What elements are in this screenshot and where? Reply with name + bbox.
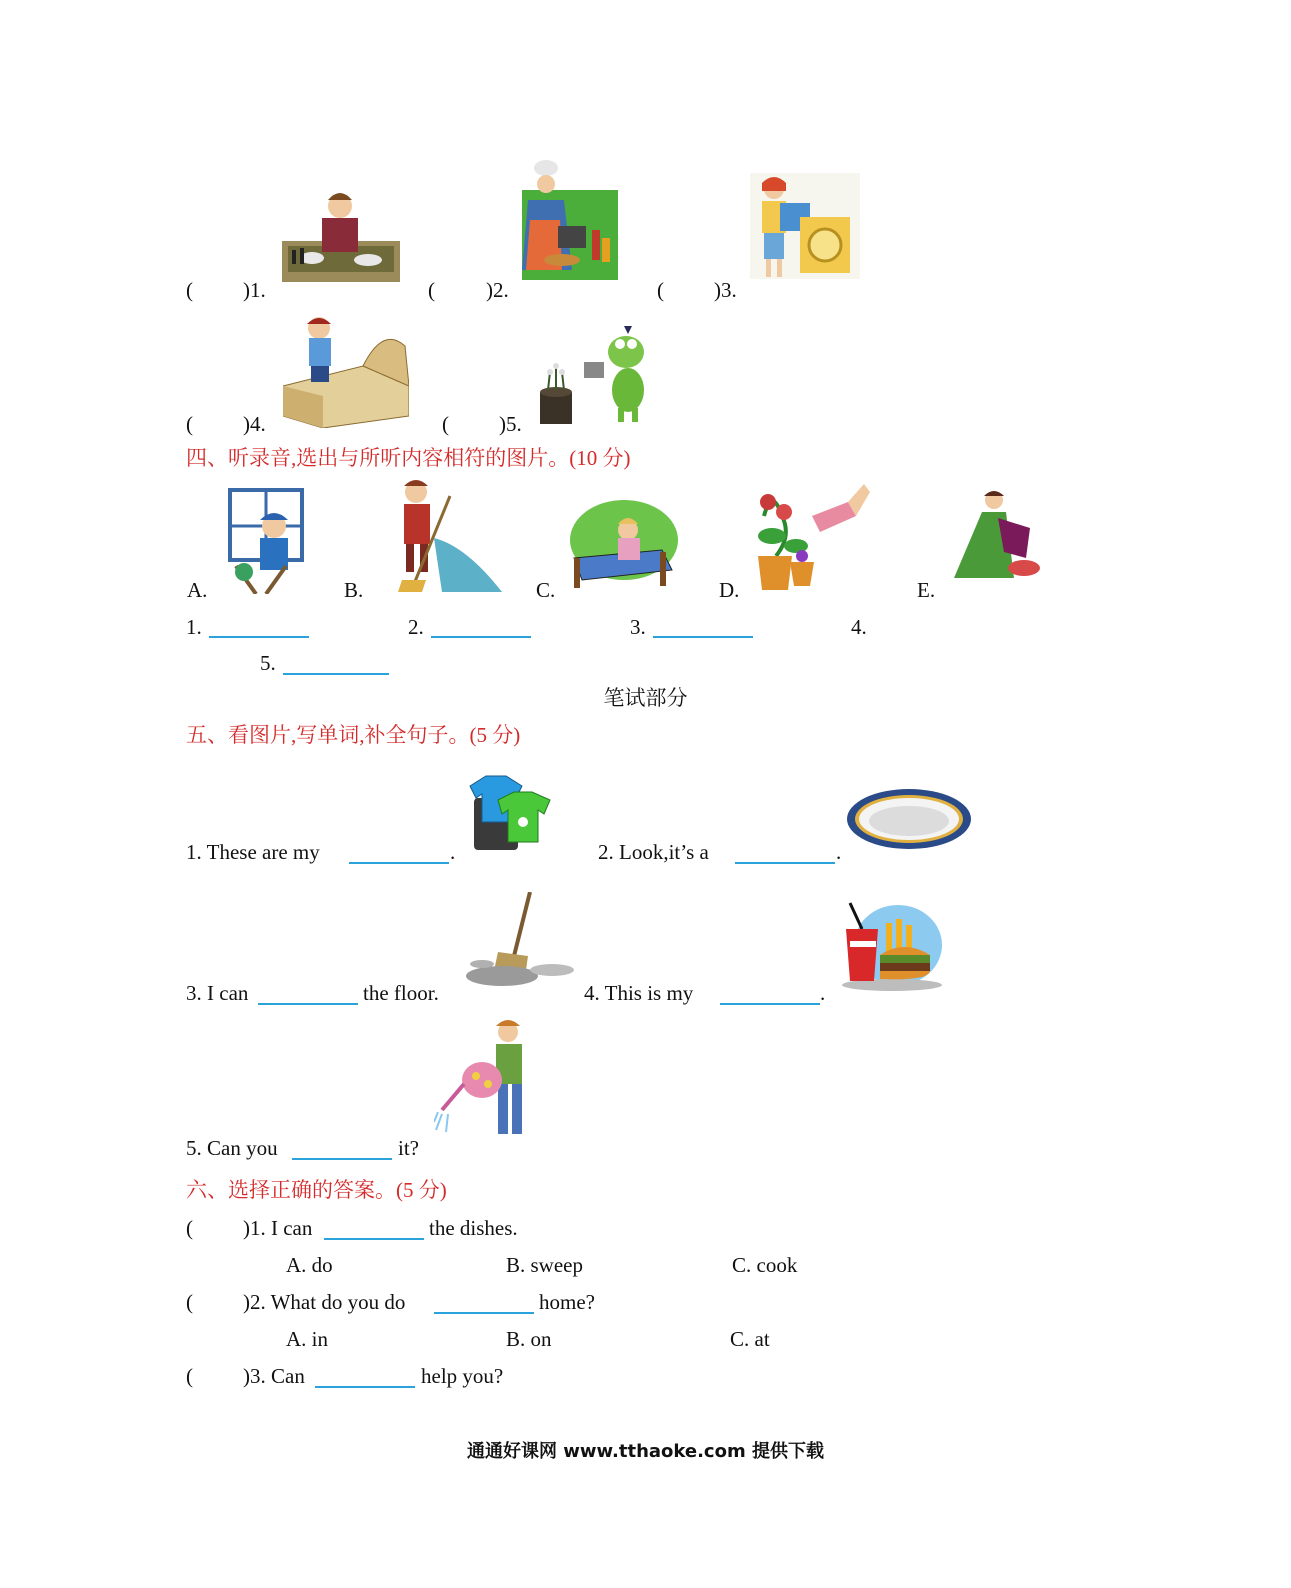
q3-4-label: )4. xyxy=(243,412,266,436)
answer-5-label: 5. xyxy=(260,651,276,675)
cleaning-window-picture xyxy=(226,486,306,594)
s6-q2-option-b[interactable]: B. on xyxy=(506,1327,552,1351)
q3-1-label: )1. xyxy=(243,278,266,302)
q3-5-paren: ( xyxy=(442,412,449,436)
answer-1-label: 1. xyxy=(186,615,202,639)
answer-3-blank[interactable] xyxy=(653,636,753,638)
option-a-label: A. xyxy=(187,578,208,602)
q3-3-paren: ( xyxy=(657,278,664,302)
answer-5-blank[interactable] xyxy=(283,673,389,675)
watering-plants-picture xyxy=(752,476,870,592)
s5-q1-end: . xyxy=(450,840,456,864)
s5-q4-end: . xyxy=(820,981,826,1005)
s5-q1-blank[interactable] xyxy=(349,862,449,864)
answer-3-label: 3. xyxy=(630,615,646,639)
answer-2-label: 2. xyxy=(408,615,424,639)
s6-q3-end: help you? xyxy=(421,1364,504,1388)
section4-heading: 四、听录音,选出与所听内容相符的图片。(10 分) xyxy=(186,446,631,470)
s6-q1-option-b[interactable]: B. sweep xyxy=(506,1253,583,1277)
making-bed-girl-picture xyxy=(570,500,678,590)
s6-q3-blank[interactable] xyxy=(315,1386,415,1388)
washing-clothes-woman-picture xyxy=(954,488,1040,578)
option-d-label: D. xyxy=(719,578,740,602)
s6-q1-end: the dishes. xyxy=(429,1216,518,1240)
answer-1-blank[interactable] xyxy=(209,636,309,638)
broom-sweep-picture xyxy=(462,892,576,988)
s6-q3-text: )3. Can xyxy=(243,1364,305,1388)
washing-clothes-picture xyxy=(750,173,860,279)
written-part-title: 笔试部分 xyxy=(603,686,688,710)
answer-2-blank[interactable] xyxy=(431,636,531,638)
section5-heading: 五、看图片,写单词,补全句子。(5 分) xyxy=(186,723,521,747)
s5-q3-text: 3. I can xyxy=(186,981,249,1005)
s5-q2-end: . xyxy=(836,840,842,864)
s6-q1-text: )1. I can xyxy=(243,1216,313,1240)
q3-4-paren: ( xyxy=(186,412,193,436)
cooking-chef-picture xyxy=(522,160,618,280)
footer-download-note: 通通好课网 www.tthaoke.com 提供下载 xyxy=(467,1441,824,1462)
making-bed-picture xyxy=(283,316,409,428)
watering-flowers-frog-picture xyxy=(538,322,658,426)
s6-q3-paren: ( xyxy=(186,1364,193,1388)
s6-q2-text: )2. What do you do xyxy=(243,1290,406,1314)
q3-2-label: )2. xyxy=(486,278,509,302)
q3-3-label: )3. xyxy=(714,278,737,302)
s5-q4-blank[interactable] xyxy=(720,1003,820,1005)
s5-q2-text: 2. Look,it’s a xyxy=(598,840,709,864)
s6-q1-option-a[interactable]: A. do xyxy=(286,1253,333,1277)
s6-q2-end: home? xyxy=(539,1290,595,1314)
s6-q2-option-c[interactable]: C. at xyxy=(730,1327,770,1351)
section6-heading: 六、选择正确的答案。(5 分) xyxy=(186,1178,447,1202)
s5-q2-blank[interactable] xyxy=(735,862,835,864)
sweeping-floor-picture xyxy=(386,476,502,592)
q3-1-paren: ( xyxy=(186,278,193,302)
fast-food-picture xyxy=(840,895,944,993)
s6-q1-option-c[interactable]: C. cook xyxy=(732,1253,798,1277)
s5-q3-end: the floor. xyxy=(363,981,439,1005)
q3-5-label: )5. xyxy=(499,412,522,436)
plate-picture xyxy=(846,788,972,850)
s5-q5-text: 5. Can you xyxy=(186,1136,278,1160)
s5-q4-text: 4. This is my xyxy=(584,981,694,1005)
s5-q3-blank[interactable] xyxy=(258,1003,358,1005)
option-e-label: E. xyxy=(917,578,936,602)
option-c-label: C. xyxy=(536,578,556,602)
s6-q1-blank[interactable] xyxy=(324,1238,424,1240)
answer-4-label: 4. xyxy=(851,615,867,639)
option-b-label: B. xyxy=(344,578,364,602)
q3-2-paren: ( xyxy=(428,278,435,302)
watering-boy-picture xyxy=(434,1018,544,1140)
washing-dishes-picture xyxy=(282,186,400,282)
s6-q2-option-a[interactable]: A. in xyxy=(286,1327,328,1351)
s6-q2-paren: ( xyxy=(186,1290,193,1314)
s5-q5-blank[interactable] xyxy=(292,1158,392,1160)
s5-q1-text: 1. These are my xyxy=(186,840,320,864)
clothes-picture xyxy=(466,772,560,854)
s5-q5-end: it? xyxy=(398,1136,419,1160)
s6-q2-blank[interactable] xyxy=(434,1312,534,1314)
s6-q1-paren: ( xyxy=(186,1216,193,1240)
